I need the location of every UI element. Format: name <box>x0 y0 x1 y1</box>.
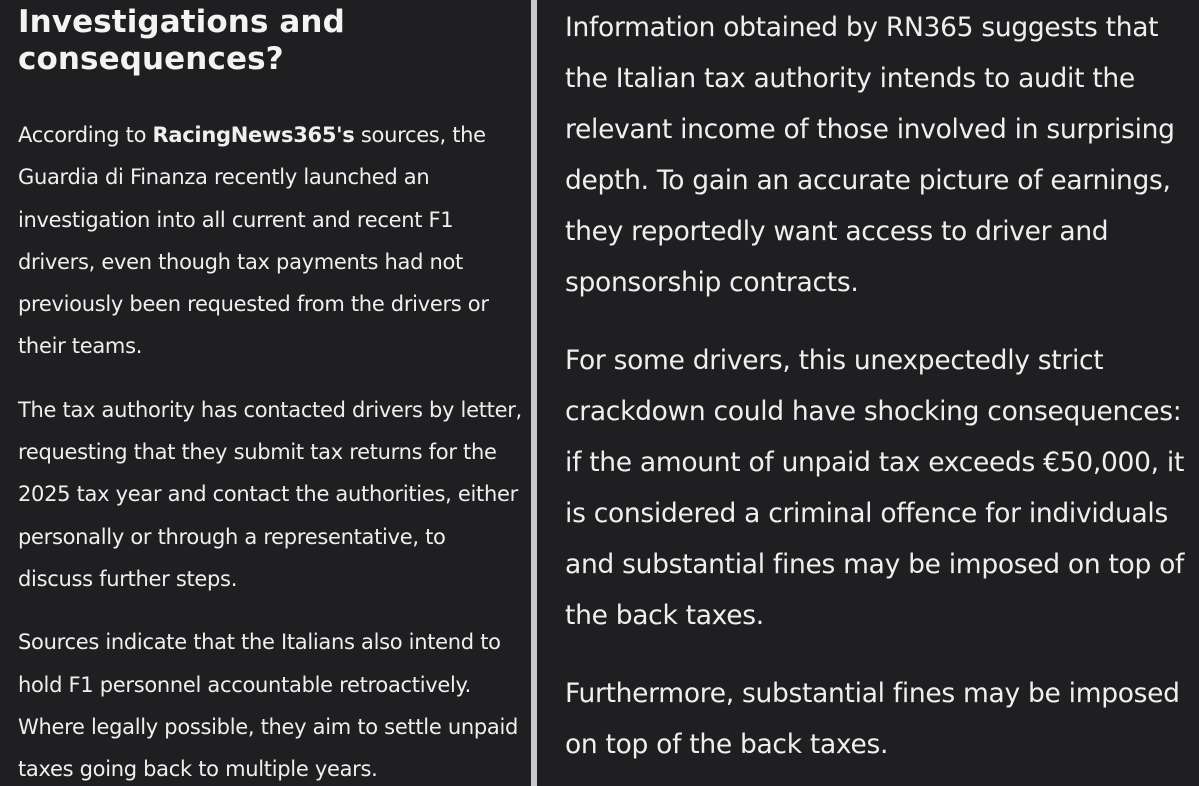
source-name: RacingNews365's <box>152 123 355 147</box>
left-paragraph-3: Sources indicate that the Italians also intend to hold F1 personnel accountable retroactively. Where legally possible, they aim to settle unpaid taxes going back to multiple years. <box>18 630 519 782</box>
left-article-panel <box>0 0 531 786</box>
right-paragraph-2: For some drivers, this unexpectedly strict crackdown could have shocking consequences: if the amount of unpaid tax exceeds €50,000, it is considered a criminal offence for individuals and substantial fines may be imposed on top of the back taxes. <box>565 345 1185 631</box>
left-paragraph-2: The tax authority has contacted drivers by letter, requesting that they submit tax returns for the 2025 tax year and contact the authorities, either personally or through a representative, to discuss further steps. <box>18 397 522 591</box>
section-heading: Investigations and consequences? <box>18 4 345 77</box>
right-article-panel <box>537 0 1199 786</box>
right-paragraph-1: Information obtained by RN365 suggests that the Italian tax authority intends to audit the relevant income of those involved in surprising depth. To gain an accurate picture of earnings, they reportedly want access to driver and sponsorship contracts. <box>565 12 1175 298</box>
right-paragraph-3: Furthermore, substantial fines may be imposed on top of the back taxes. <box>565 678 1180 760</box>
paragraph-1-prefix: According to <box>18 123 153 147</box>
paragraph-1-suffix: sources, the Guardia di Finanza recently launched an investigation into all current and recent F1 drivers, even though tax payments had not previously been requested from the drivers or their teams. <box>18 123 489 359</box>
left-paragraph-1 <box>18 114 523 368</box>
